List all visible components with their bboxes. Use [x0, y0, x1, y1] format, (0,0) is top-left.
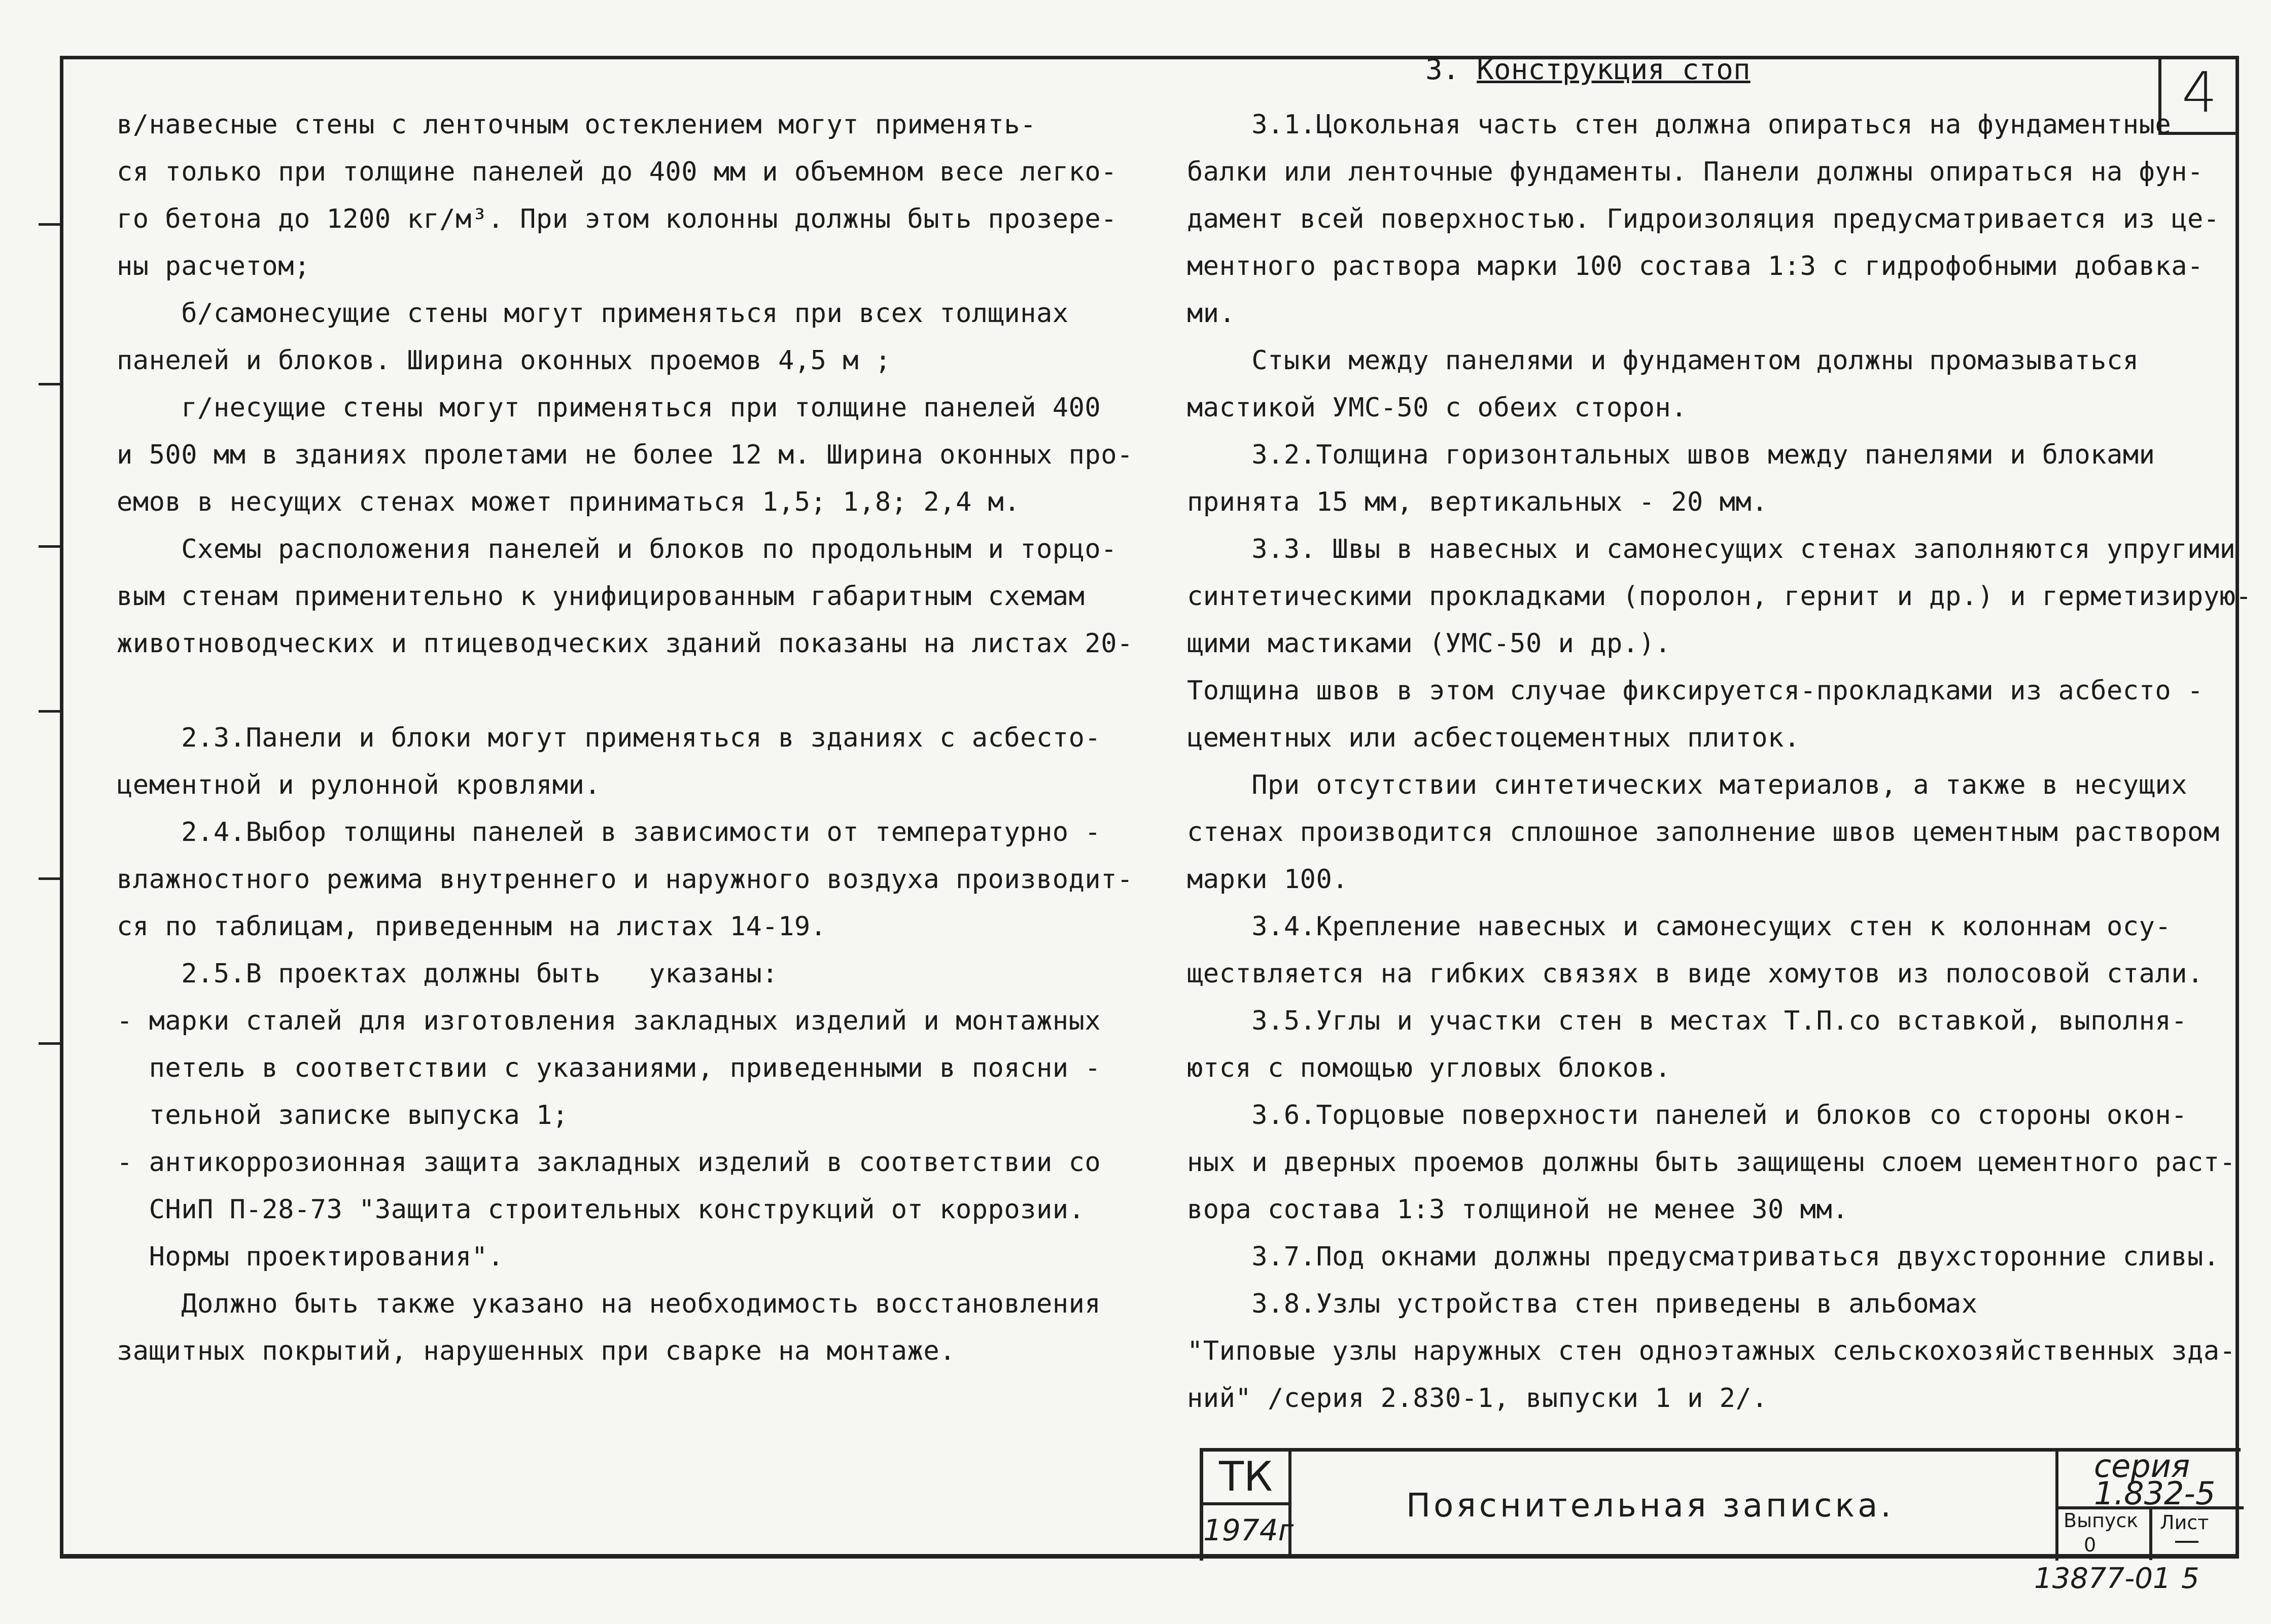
- text-line: 2.3.Панели и блоки могут применяться в зданиях с асбесто-: [117, 723, 1101, 753]
- binding-tick: [39, 223, 63, 226]
- text-line: марки 100.: [1187, 864, 1349, 895]
- text-line: Стыки между панелями и фундаментом должны промазываться: [1187, 345, 2139, 376]
- text-line: влажностного режима внутреннего и наружного воздуха производит-: [117, 864, 1133, 895]
- text-line: в/навесные стены с ленточным остеклением могут применять-: [117, 110, 1036, 140]
- text-line: ществляется на гибких связях в виде хомутов из полосовой стали.: [1187, 959, 2204, 989]
- binding-tick: [39, 383, 63, 385]
- text-line: 3.7.Под окнами должны предусматриваться двухсторонние сливы.: [1187, 1242, 2220, 1272]
- text-line: ний" /серия 2.830-1, выпуски 1 и 2/.: [1187, 1383, 1768, 1414]
- text-line: вым стенам применительно к унифицированным габаритным схемам: [117, 581, 1085, 612]
- text-line: 3.2.Толщина горизонтальных швов между панелями и блоками: [1187, 440, 2155, 470]
- section-title: [1425, 53, 1751, 86]
- sheet-dash: [2175, 1541, 2198, 1543]
- sheet-number: 4: [2182, 60, 2217, 125]
- registration-number: 13877-01: [2034, 1562, 2171, 1595]
- text-line: [117, 667, 1133, 715]
- text-line: стенах производится сплошное заполнение швов цементным раствором: [1187, 817, 2220, 848]
- text-line: СНиП П-28-73 "Защита строительных конструкций от коррозии.: [117, 1194, 1085, 1225]
- text-line: Нормы проектирования".: [117, 1242, 504, 1272]
- text-line: 3.6.Торцовые поверхности панелей и блоков со стороны окон-: [1187, 1100, 2188, 1131]
- frame-left-border: [60, 56, 63, 1557]
- text-line: Схемы расположения панелей и блоков по продольным и торцо-: [117, 534, 1117, 564]
- left-text-column: [117, 101, 1133, 1375]
- text-line: "Типовые узлы наружных стен одноэтажных сельскохозяйственных зда-: [1187, 1336, 2236, 1366]
- right-text-column: [1187, 101, 2252, 1422]
- series-box: [2055, 1448, 2244, 1561]
- text-line: Должно быть также указано на необходимость восстановления: [117, 1289, 1101, 1319]
- section-number: 3.: [1425, 53, 1460, 86]
- binding-tick: [39, 710, 63, 713]
- text-line: ми.: [1187, 298, 1236, 329]
- text-line: ся только при толщине панелей до 400 мм и объемном весе легко-: [117, 157, 1117, 187]
- text-line: петель в соответствии с указаниями, приведенными в поясни -: [117, 1053, 1101, 1083]
- text-line: При отсутствии синтетических материалов, а также в несущих: [1187, 770, 2188, 800]
- text-line: г/несущие стены могут применяться при толщине панелей 400: [117, 393, 1101, 423]
- text-line: балки или ленточные фундаменты. Панели должны опираться на фун-: [1187, 157, 2204, 187]
- text-line: 2.5.В проектах должны быть указаны:: [117, 959, 779, 989]
- frame-top-border: [60, 56, 2239, 59]
- text-line: ных и дверных проемов должны быть защищены слоем цементного раст-: [1187, 1147, 2236, 1178]
- text-line: мастикой УМС-50 с обеих сторон.: [1187, 393, 1688, 423]
- issue-label: Выпуск: [2064, 1509, 2139, 1532]
- text-line: 3.1.Цокольная часть стен должна опираться на фундаментные: [1187, 110, 2172, 140]
- text-line: синтетическими прокладками (поролон, гернит и др.) и герметизирую-: [1187, 581, 2252, 612]
- sheet-label: Лист: [2160, 1511, 2209, 1534]
- year-cell: 1974г: [1203, 1502, 1291, 1558]
- binding-tick: [39, 545, 63, 548]
- series-number: 1.832-5: [2094, 1475, 2216, 1512]
- text-line: цементной и рулонной кровлями.: [117, 770, 601, 800]
- text-line: ются с помощью угловых блоков.: [1187, 1053, 1671, 1083]
- title-block: [1200, 1448, 2241, 1561]
- text-line: - марки сталей для изготовления закладных изделий и монтажных: [117, 1006, 1101, 1036]
- text-line: цементных или асбестоцементных плиток.: [1187, 723, 1800, 753]
- text-line: 3.5.Углы и участки стен в местах Т.П.со вставкой, выполня-: [1187, 1006, 2188, 1036]
- text-line: б/самонесущие стены могут применяться при всех толщинах: [117, 298, 1069, 329]
- text-line: го бетона до 1200 кг/м³. При этом колонны должны быть прозере-: [117, 204, 1117, 234]
- text-line: животноводческих и птицеводческих зданий показаны на листах 20-: [117, 628, 1133, 659]
- registration-page: 5: [2181, 1562, 2199, 1595]
- text-line: ся по таблицам, приведенным на листах 14-19.: [117, 911, 827, 942]
- text-line: 3.8.Узлы устройства стен приведены в альбомах: [1187, 1289, 1978, 1319]
- series-label: серия: [2094, 1448, 2190, 1485]
- text-line: ны расчетом;: [117, 251, 310, 281]
- document-title: Пояснительная записка.: [1406, 1487, 1894, 1525]
- text-line: принята 15 мм, вертикальных - 20 мм.: [1187, 487, 1768, 517]
- text-line: щими мастиками (УМС-50 и др.).: [1187, 628, 1671, 659]
- issue-cell: [2058, 1509, 2152, 1560]
- text-line: емов в несущих стенах может приниматься 1,5; 1,8; 2,4 м.: [117, 487, 1021, 517]
- text-line: дамент всей поверхностью. Гидроизоляция предусматривается из це-: [1187, 204, 2220, 234]
- text-line: ментного раствора марки 100 состава 1:3 с гидрофобными добавка-: [1187, 251, 2204, 281]
- text-line: - антикоррозионная защита закладных изделий в соответствии со: [117, 1147, 1101, 1178]
- text-line: 3.4.Крепление навесных и самонесущих стен к колоннам осу-: [1187, 911, 2172, 942]
- text-line: Толщина швов в этом случае фиксируется-прокладками из асбесто -: [1187, 676, 2204, 706]
- text-line: тельной записке выпуска 1;: [117, 1100, 569, 1131]
- text-line: и 500 мм в зданиях пролетами не более 12 м. Ширина оконных про-: [117, 440, 1133, 470]
- org-code: ТК: [1203, 1452, 1291, 1505]
- text-line: 3.3. Швы в навесных и самонесущих стенах заполняются упругими: [1187, 534, 2236, 564]
- text-line: вора состава 1:3 толщиной не менее 30 мм.: [1187, 1194, 1849, 1225]
- text-line: 2.4.Выбор толщины панелей в зависимости от температурно -: [117, 817, 1101, 848]
- issue-value: 0: [2084, 1534, 2097, 1556]
- section-heading: Конструкция стоп: [1477, 53, 1751, 86]
- binding-tick: [39, 877, 63, 880]
- text-line: панелей и блоков. Ширина оконных проемов 4,5 м ;: [117, 345, 891, 376]
- binding-tick: [39, 1042, 63, 1045]
- text-line: защитных покрытий, нарушенных при сварке на монтаже.: [117, 1336, 956, 1366]
